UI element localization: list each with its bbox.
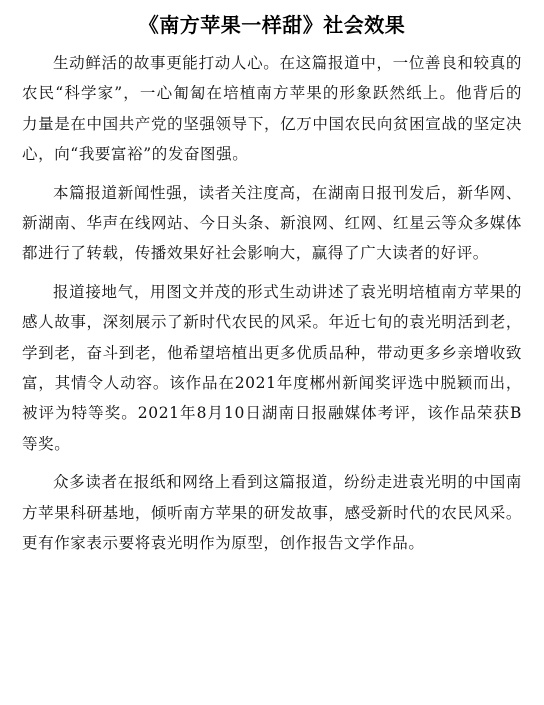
- paragraph-intro: 生动鲜活的故事更能打动人心。在这篇报道中，一位善良和较真的农民“科学家”，一心匍匐在培植南方苹果的形象跃然纸上。他背后的力量是在中国共产党的坚强领导下，亿万中国农民向贫困宣战的坚定决心，向“我要富裕”的发奋图强。: [22, 54, 522, 164]
- paragraph-awards: 报道接地气，用图文并茂的形式生动讲述了袁光明培植南方苹果的感人故事，深刻展示了新时代农民的风采。年近七旬的袁光明活到老，学到老，奋斗到老，他希望培植出更多优质品种，带动更多乡亲增收致富，其情令人动容。该作品在2021年度郴州新闻奖评选中脱颖而出，被评为特等奖。2021年8月10日湖南日报融媒体考评，该作品荣获B等奖。: [22, 282, 522, 453]
- document-title: 《南方苹果一样甜》社会效果: [138, 13, 406, 37]
- paragraph-readers: 众多读者在报纸和网络上看到这篇报道，纷纷走进袁光明的中国南方苹果科研基地，倾听南方苹果的研发故事，感受新时代的农民风采。更有作家表示要将袁光明作为原型，创作报告文学作品。: [22, 473, 522, 553]
- paragraph-reprints: 本篇报道新闻性强，读者关注度高，在湖南日报刊发后，新华网、新湖南、华声在线网站、今日头条、新浪网、红网、红星云等众多媒体都进行了转载，传播效果好社会影响大，赢得了广大读者的好评。: [22, 183, 522, 263]
- document-page: [22, 10, 522, 567]
